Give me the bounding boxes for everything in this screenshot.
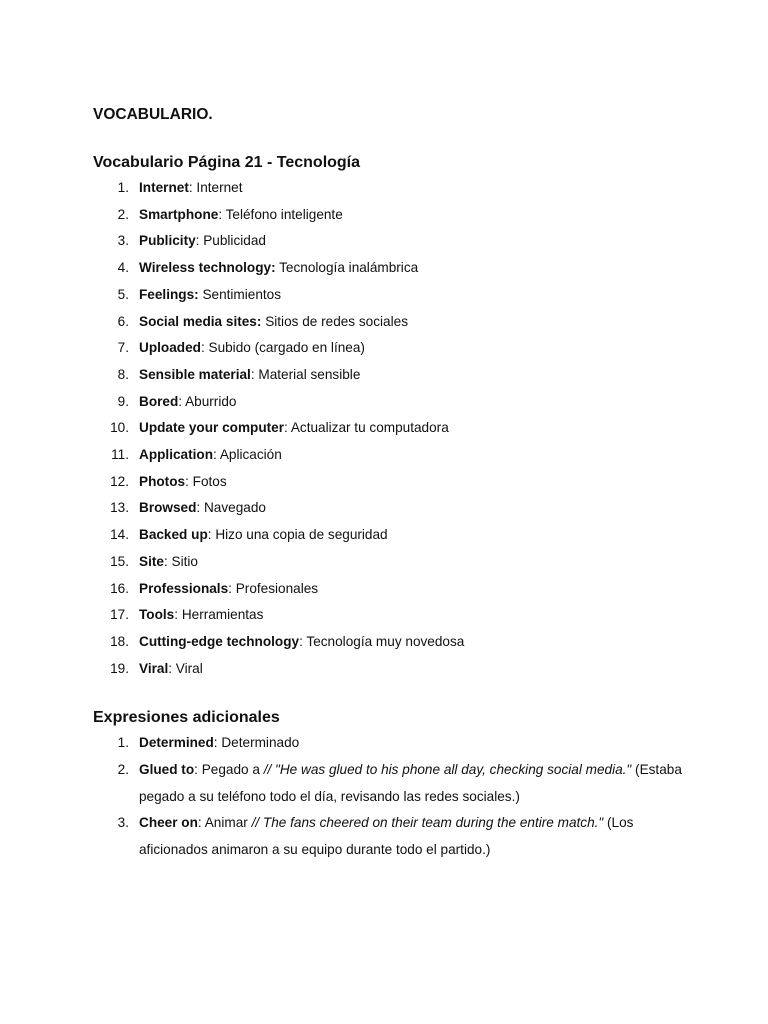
item-term: Sensible material — [139, 366, 251, 382]
item-number: 17. — [110, 607, 129, 623]
item-number: 8. — [117, 366, 129, 382]
item-example-translation: (Los aficionados animaron a su equipo durante todo el partido.) — [139, 815, 634, 858]
item-separator: : — [195, 233, 204, 249]
document-page — [93, 104, 693, 864]
item-translation: Profesionales — [235, 580, 319, 596]
item-term: Social media sites: — [139, 313, 262, 329]
item-term: Smartphone — [139, 206, 219, 222]
item-translation: Fotos — [192, 473, 227, 489]
item-term: Backed up — [139, 527, 208, 543]
item-example: // The fans cheered on their team during the entire match." — [251, 815, 604, 831]
item-separator: : — [299, 633, 307, 649]
list-item — [93, 629, 693, 656]
item-translation: Hizo una copia de seguridad — [215, 527, 388, 543]
item-separator: : — [228, 580, 236, 596]
item-separator: : — [207, 527, 216, 543]
item-translation: Publicidad — [203, 233, 266, 249]
item-term: Update your computer — [139, 420, 285, 436]
item-number: 16. — [110, 580, 129, 596]
list-item — [93, 810, 693, 863]
expressions-heading: Expresiones adicionales — [93, 709, 280, 727]
item-translation: Pegado a — [201, 762, 264, 778]
item-term: Viral — [139, 660, 169, 676]
list-item — [93, 255, 693, 282]
item-term: Application — [139, 447, 214, 463]
item-number: 15. — [110, 553, 129, 569]
list-item — [93, 335, 693, 362]
item-separator: : — [200, 340, 209, 356]
document-title: VOCABULARIO. — [93, 106, 213, 123]
item-number: 1. — [117, 735, 129, 751]
item-term: Uploaded — [139, 340, 201, 356]
list-item — [93, 202, 693, 229]
item-separator: : — [174, 607, 182, 623]
item-number: 3. — [117, 815, 129, 831]
list-item — [93, 757, 693, 810]
list-item — [93, 389, 693, 416]
item-number: 14. — [110, 527, 129, 543]
item-separator: : — [213, 447, 220, 463]
item-number: 2. — [117, 206, 129, 222]
item-separator: : — [197, 815, 205, 831]
list-item — [93, 415, 693, 442]
item-number: 18. — [110, 633, 129, 649]
item-number: 1. — [117, 180, 129, 195]
item-number: 2. — [117, 762, 129, 778]
item-translation: Actualizar tu computadora — [290, 420, 449, 436]
item-term: Tools — [139, 607, 175, 623]
item-number: 10. — [110, 420, 129, 436]
item-term: Professionals — [139, 580, 229, 596]
list-item — [93, 576, 693, 603]
list-item — [93, 442, 693, 469]
item-term: Browsed — [139, 500, 197, 516]
item-translation: Navegado — [203, 500, 266, 516]
item-number: 19. — [110, 660, 129, 676]
item-term: Site — [139, 553, 164, 569]
item-translation: Viral — [175, 660, 203, 676]
item-translation: Tecnología muy novedosa — [306, 633, 465, 649]
vocabulary-heading: Vocabulario Página 21 - Tecnología — [93, 154, 361, 171]
list-item — [93, 282, 693, 309]
item-term: Feelings: — [139, 286, 199, 302]
item-term: Cheer on — [139, 815, 198, 831]
item-translation: Material sensible — [258, 366, 361, 382]
item-translation: Aplicación — [219, 447, 282, 463]
expressions-list — [93, 730, 693, 864]
item-term: Determined — [139, 735, 214, 751]
item-separator: : — [178, 393, 186, 409]
list-item — [93, 175, 693, 202]
item-translation: Animar — [204, 815, 252, 831]
item-translation: Subido (cargado en línea) — [208, 340, 365, 356]
item-translation: Sentimientos — [202, 286, 282, 302]
list-item — [93, 362, 693, 389]
item-translation: Herramientas — [181, 607, 264, 623]
item-number: 3. — [117, 233, 129, 249]
item-separator: : — [213, 735, 222, 751]
item-separator: : — [218, 206, 226, 222]
item-separator: : — [196, 500, 204, 516]
item-separator: : — [284, 420, 291, 436]
item-separator: : — [250, 366, 259, 382]
item-translation: Sitio — [171, 553, 198, 569]
item-separator: : — [194, 762, 202, 778]
list-item — [93, 495, 693, 522]
item-translation: Determinado — [221, 735, 300, 751]
item-term: Publicity — [139, 233, 196, 249]
item-separator: : — [188, 180, 197, 195]
item-translation: Sitios de redes sociales — [265, 313, 408, 329]
section-spacer — [93, 682, 693, 706]
item-number: 4. — [117, 260, 129, 276]
item-number: 12. — [110, 473, 129, 489]
item-translation: Aburrido — [185, 393, 237, 409]
item-translation: Teléfono inteligente — [225, 206, 343, 222]
item-separator: : — [168, 660, 176, 676]
item-number: 7. — [117, 340, 129, 356]
list-item — [93, 656, 693, 683]
list-item — [93, 228, 693, 255]
item-example-translation: (Estaba pegado a su teléfono todo el día, revisando las redes sociales.) — [139, 762, 682, 804]
list-item — [93, 730, 693, 757]
list-item — [93, 309, 693, 336]
item-translation: Tecnología inalámbrica — [279, 260, 419, 276]
item-term: Cutting-edge technology — [139, 633, 300, 649]
item-separator: : — [185, 473, 193, 489]
list-item — [93, 522, 693, 549]
item-number: 5. — [117, 286, 129, 302]
list-item — [93, 549, 693, 576]
item-number: 9. — [117, 393, 129, 409]
item-term: Bored — [139, 393, 179, 409]
list-item — [93, 469, 693, 496]
vocabulary-list — [93, 175, 693, 682]
list-item — [93, 602, 693, 629]
item-term: Glued to — [139, 762, 195, 778]
item-translation: Internet — [196, 180, 243, 195]
item-number: 11. — [111, 447, 129, 463]
item-term: Wireless technology: — [139, 260, 276, 276]
item-number: 6. — [117, 313, 129, 329]
item-term: Internet — [139, 180, 189, 195]
item-separator: : — [163, 553, 172, 569]
item-example: // "He was glued to his phone all day, checking social media." — [263, 762, 632, 778]
item-number: 13. — [110, 500, 129, 516]
item-term: Photos — [139, 473, 186, 489]
